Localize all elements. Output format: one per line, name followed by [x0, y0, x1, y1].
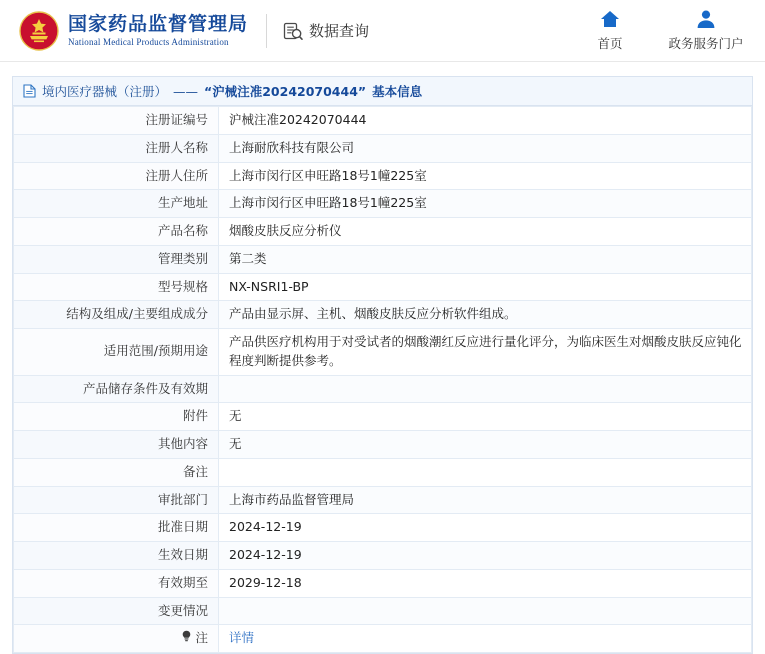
row-label: 附件	[14, 403, 219, 431]
row-value	[219, 458, 752, 486]
row-label: 变更情况	[14, 597, 219, 625]
row-label: 批准日期	[14, 514, 219, 542]
data-query-label: 数据查询	[309, 22, 370, 40]
table-row	[14, 218, 752, 246]
row-value: 产品供医疗机构用于对受试者的烟酸潮红反应进行量化评分，为临床医生对烟酸皮肤反应钝化程度判断提供参考。	[219, 329, 752, 376]
detail-link[interactable]: 详情	[229, 630, 255, 646]
row-value: 上海市药品监督管理局	[219, 486, 752, 514]
registration-info-table	[13, 106, 752, 653]
table-row	[14, 162, 752, 190]
row-value: 第二类	[219, 245, 752, 273]
row-label: 管理类别	[14, 245, 219, 273]
row-label: 注册人名称	[14, 134, 219, 162]
row-label: 备注	[14, 458, 219, 486]
table-row	[14, 569, 752, 597]
row-label: 注册人住所	[14, 162, 219, 190]
table-row	[14, 431, 752, 459]
nav-item-home[interactable]	[571, 8, 649, 53]
site-header	[0, 0, 765, 62]
note-value-cell	[219, 625, 752, 653]
bulb-icon	[181, 629, 192, 648]
site-brand	[68, 14, 248, 48]
row-value: 无	[219, 403, 752, 431]
brand-name-cn: 国家药品监督管理局	[68, 12, 249, 35]
row-value: 烟酸皮肤反应分析仪	[219, 218, 752, 246]
note-label-cell	[14, 625, 219, 653]
row-label: 有效期至	[14, 569, 219, 597]
table-row	[14, 597, 752, 625]
table-row	[14, 301, 752, 329]
row-label: 审批部门	[14, 486, 219, 514]
table-row	[14, 107, 752, 135]
row-value: 沪械注准20242070444	[219, 107, 752, 135]
table-row	[14, 190, 752, 218]
nav-item-home-label: 首页	[597, 36, 623, 51]
table-row	[14, 245, 752, 273]
table-row-note	[14, 625, 752, 653]
brand-name-en: National Medical Products Administration	[68, 36, 229, 47]
table-row	[14, 542, 752, 570]
table-row	[14, 486, 752, 514]
table-row	[14, 329, 752, 376]
row-value	[219, 597, 752, 625]
row-label: 适用范围/预期用途	[14, 329, 219, 376]
row-value: 2024-12-19	[219, 514, 752, 542]
table-row	[14, 273, 752, 301]
row-label: 结构及组成/主要组成成分	[14, 301, 219, 329]
nav-item-portal[interactable]	[667, 8, 745, 53]
row-value: NX-NSRI1-BP	[219, 273, 752, 301]
row-label: 产品储存条件及有效期	[14, 375, 219, 403]
national-emblem-icon	[18, 10, 60, 52]
table-row	[14, 134, 752, 162]
row-value: 上海市闵行区申旺路18号1幢225室	[219, 190, 752, 218]
table-row	[14, 458, 752, 486]
row-value: 2029-12-18	[219, 569, 752, 597]
row-value: 2024-12-19	[219, 542, 752, 570]
document-icon	[23, 84, 36, 98]
row-value: 无	[219, 431, 752, 459]
breadcrumb	[12, 76, 753, 105]
table-row	[14, 375, 752, 403]
row-value: 产品由显示屏、主机、烟酸皮肤反应分析软件组成。	[219, 301, 752, 329]
nav-item-portal-label: 政务服务门户	[668, 36, 744, 51]
data-query-link[interactable]	[283, 20, 369, 41]
row-label: 其他内容	[14, 431, 219, 459]
row-value: 上海耐欣科技有限公司	[219, 134, 752, 162]
table-row	[14, 514, 752, 542]
note-label-text: 注	[195, 630, 208, 646]
breadcrumb-category: 境内医疗器械（注册）	[42, 84, 168, 99]
row-value: 上海市闵行区申旺路18号1幢225室	[219, 162, 752, 190]
header-divider	[266, 14, 267, 48]
row-label: 生产地址	[14, 190, 219, 218]
search-data-icon	[283, 21, 303, 41]
row-value	[219, 375, 752, 403]
row-label: 注册证编号	[14, 107, 219, 135]
row-label: 生效日期	[14, 542, 219, 570]
breadcrumb-suffix: 基本信息	[372, 84, 423, 99]
registration-info-table-wrapper	[12, 105, 753, 654]
breadcrumb-record: “沪械注准20242070444”	[204, 84, 367, 99]
breadcrumb-separator: ——	[173, 83, 199, 99]
table-row	[14, 403, 752, 431]
home-icon	[571, 8, 649, 30]
user-portal-icon	[667, 8, 745, 30]
row-label: 产品名称	[14, 218, 219, 246]
row-label: 型号规格	[14, 273, 219, 301]
